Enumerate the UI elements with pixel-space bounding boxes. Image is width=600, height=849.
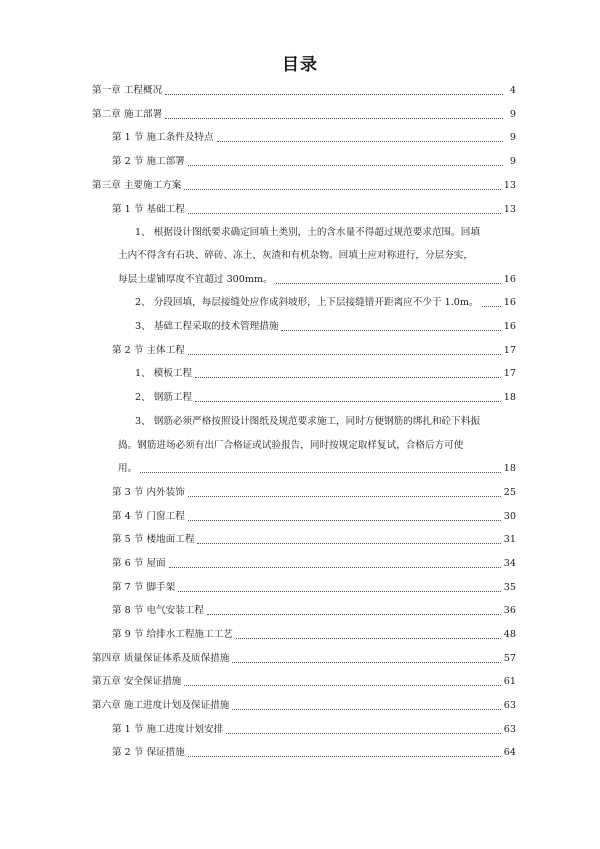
toc-entry-page: 36 — [503, 605, 516, 616]
toc-entry-page: 9 — [509, 156, 516, 167]
toc-entry-item[interactable] — [118, 274, 516, 286]
toc-entry-page: 30 — [503, 511, 516, 522]
toc-entry-page: 13 — [503, 204, 516, 215]
leader-dots — [232, 662, 500, 663]
toc-entry-label: 第 1 节 施工进度计划安排 — [112, 724, 224, 735]
toc-item-text-line: 捣。钢筋进场必须有出厂合格证或试验报告，同时按规定取样复试，合格后方可使 — [118, 440, 464, 451]
toc-entry-label: 第 8 节 电气安装工程 — [112, 605, 205, 616]
toc-entry-label: 第一章 工程概况 — [92, 85, 163, 96]
toc-item-text-line: 1、 根据设计图纸要求确定回填土类别，土的含水量不得超过规范要求范围。回填 — [135, 227, 480, 238]
toc-entry-section[interactable] — [112, 156, 516, 168]
toc-entry-label: 第 2 节 主体工程 — [112, 345, 185, 356]
leader-dots — [217, 141, 503, 142]
toc-entry-chapter-1[interactable] — [92, 85, 516, 97]
toc-entry-page: 64 — [503, 747, 516, 758]
toc-entry-label: 第 3 节 内外装饰 — [112, 487, 185, 498]
toc-entry-section[interactable] — [112, 747, 516, 759]
toc-entry-label: 第 1 节 基础工程 — [112, 204, 185, 215]
leader-dots — [207, 614, 501, 615]
toc-entry-label: 第 2 节 保证措施 — [112, 747, 185, 758]
toc-entry-page: 18 — [503, 392, 516, 403]
toc-entry-page: 61 — [503, 676, 516, 687]
leader-dots — [188, 756, 501, 757]
toc-entry-page: 25 — [503, 487, 516, 498]
toc-entry-label: 第 1 节 施工条件及特点 — [112, 132, 214, 143]
toc-entry-section[interactable] — [112, 487, 516, 499]
leader-dots — [188, 496, 501, 497]
toc-entry-section[interactable] — [112, 534, 516, 546]
toc-entry-label: 第 6 节 屋面 — [112, 558, 166, 569]
toc-entry-label: 1、 模板工程 — [135, 368, 193, 379]
leader-dots — [165, 118, 503, 119]
toc-entry-label: 每层土虚铺厚度不宜超过 300mm。 — [118, 274, 273, 285]
toc-entry-page: 35 — [503, 582, 516, 593]
toc-entry-chapter-3[interactable] — [92, 180, 516, 192]
toc-entry-label: 第三章 主要施工方案 — [92, 180, 182, 191]
toc-entry-item[interactable] — [118, 463, 516, 475]
toc-entry-section[interactable] — [112, 511, 516, 523]
leader-dots — [197, 543, 500, 544]
leader-dots — [188, 165, 503, 166]
toc-entry-page: 31 — [503, 534, 516, 545]
toc-entry-page: 34 — [503, 558, 516, 569]
toc-entry-page: 4 — [509, 85, 516, 96]
toc-entry-section[interactable] — [112, 629, 516, 641]
leader-dots — [184, 685, 500, 686]
toc-item-text-line: 3、 钢筋必须严格按照设计图纸及规范要求施工，同时方便钢筋的绑扎和砼下料振 — [135, 416, 480, 427]
toc-entry-chapter-5[interactable] — [92, 676, 516, 688]
toc-entry-chapter-4[interactable] — [92, 653, 516, 665]
toc-entry-section[interactable] — [112, 558, 516, 570]
leader-dots — [188, 354, 501, 355]
toc-entry-section[interactable] — [112, 724, 516, 736]
toc-entry-item[interactable] — [135, 368, 516, 380]
toc-entry-label: 第六章 施工进度计划及保证措施 — [92, 700, 230, 711]
leader-dots — [140, 472, 501, 473]
leader-dots — [232, 709, 500, 710]
toc-entry-label: 第 9 节 给排水工程施工工艺 — [112, 629, 233, 640]
leader-dots — [169, 567, 501, 568]
toc-entry-label: 用。 — [118, 463, 138, 474]
toc-entry-section[interactable] — [112, 605, 516, 617]
toc-entry-label: 2、 钢筋工程 — [135, 392, 193, 403]
toc-entry-label: 第五章 安全保证措施 — [92, 676, 182, 687]
toc-entry-section[interactable] — [112, 582, 516, 594]
toc-entry-section[interactable] — [112, 204, 516, 216]
toc-entry-page: 63 — [503, 724, 516, 735]
toc-entry-item[interactable] — [135, 297, 516, 309]
toc-entry-section[interactable] — [112, 132, 516, 144]
toc-entry-label: 第 5 节 楼地面工程 — [112, 534, 195, 545]
page-title: 目录 — [282, 55, 318, 75]
toc-entry-page: 63 — [503, 700, 516, 711]
toc-entry-label: 第四章 质量保证体系及质保措施 — [92, 653, 230, 664]
leader-dots — [165, 94, 503, 95]
toc-entry-page: 17 — [503, 345, 516, 356]
leader-dots — [281, 330, 500, 331]
toc-entry-item[interactable] — [135, 392, 516, 404]
leader-dots — [195, 401, 501, 402]
toc-entry-label: 2、 分段回填，每层接缝处应作成斜坡形，上下层接缝错开距离应不少于 1.0m。 — [135, 297, 479, 308]
toc-entry-label: 第 7 节 脚手架 — [112, 582, 176, 593]
leader-dots — [178, 591, 501, 592]
toc-entry-page: 9 — [509, 109, 516, 120]
toc-entry-page: 13 — [503, 180, 516, 191]
toc-entry-label: 第 4 节 门窗工程 — [112, 511, 185, 522]
leader-dots — [226, 733, 501, 734]
toc-entry-chapter-6[interactable] — [92, 700, 516, 712]
toc-entry-label: 第 2 节 施工部署 — [112, 156, 185, 167]
toc-entry-page: 9 — [509, 132, 516, 143]
toc-entry-item[interactable] — [135, 321, 516, 333]
toc-entry-page: 16 — [503, 297, 516, 308]
leader-dots — [276, 283, 501, 284]
toc-entry-page: 57 — [503, 653, 516, 664]
toc-entry-page: 16 — [503, 321, 516, 332]
toc-entry-page: 17 — [503, 368, 516, 379]
toc-entry-page: 48 — [503, 629, 516, 640]
toc-entry-section[interactable] — [112, 345, 516, 357]
leader-dots — [236, 638, 501, 639]
leader-dots — [195, 377, 501, 378]
toc-entry-page: 16 — [503, 274, 516, 285]
toc-entry-page: 18 — [503, 463, 516, 474]
leader-dots — [188, 213, 501, 214]
toc-item-text-line: 土内不得含有石块、碎砖、冻土、灰渣和有机杂物。回填土应对称进行，分层夯实， — [118, 250, 473, 261]
toc-entry-label: 第二章 施工部署 — [92, 109, 163, 120]
toc-entry-label: 3、 基础工程采取的技术管理措施 — [135, 321, 279, 332]
leader-dots — [188, 520, 501, 521]
toc-entry-chapter-2[interactable] — [92, 109, 516, 121]
leader-dots — [482, 306, 501, 307]
leader-dots — [184, 189, 500, 190]
